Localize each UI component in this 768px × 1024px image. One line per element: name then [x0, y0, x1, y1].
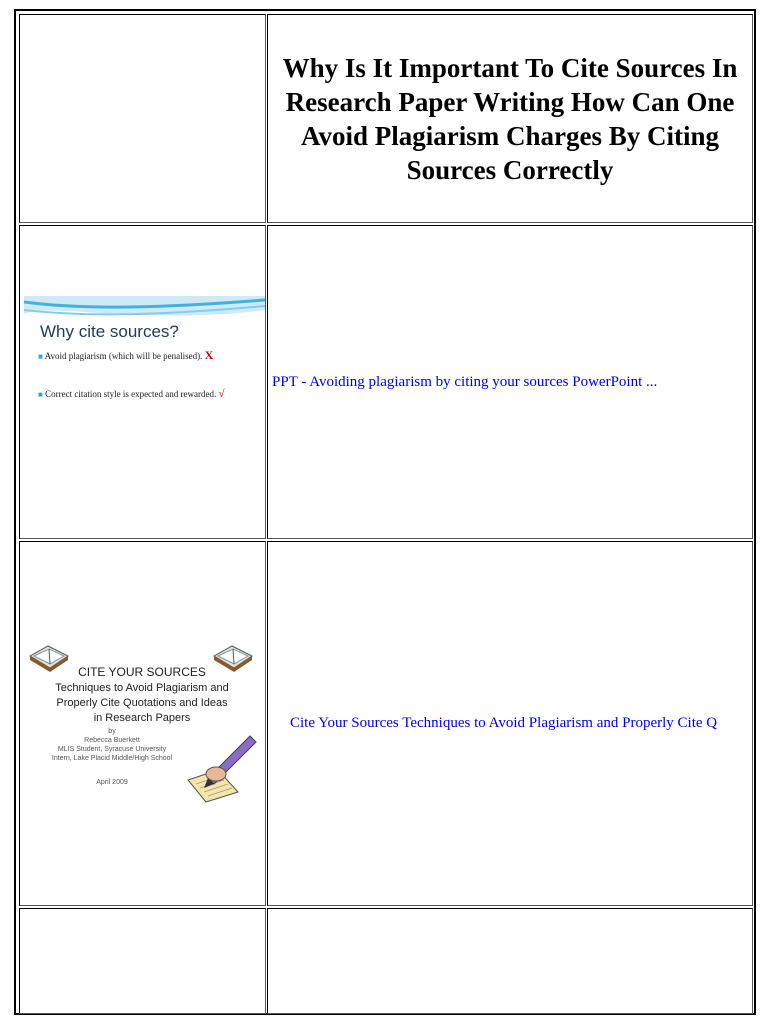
empty-cell-left	[19, 908, 266, 1014]
slide-subtitle: Techniques to Avoid Plagiarism and Properly Cite Quotations and Ideas in Research Papers	[55, 682, 229, 724]
slide-thumbnail-why-cite[interactable]	[24, 296, 265, 416]
bullet-icon: ■	[38, 390, 43, 399]
page-table	[14, 9, 756, 1015]
slide-bullet-1: ■ Avoid plagiarism (which will be penalised). X	[38, 348, 214, 362]
result-link-2[interactable]: Cite Your Sources Techniques to Avoid Plagiarism and Properly Cite Q	[290, 715, 718, 731]
slide-heading: Why cite sources?	[40, 322, 179, 341]
link-cell-1	[267, 225, 753, 539]
pen-and-paper-icon	[178, 730, 258, 805]
check-mark: √	[218, 388, 225, 400]
header-empty-cell	[19, 14, 266, 223]
title-cell	[267, 14, 753, 223]
slide-date: April 2009	[96, 779, 128, 786]
slide-thumbnail-cite-your-sources[interactable]	[26, 642, 258, 802]
page-title: Why Is It Important To Cite Sources In Research Paper Writing How Can One Avoid Plagiarism Charges By Citing Sources Correctly	[282, 52, 738, 185]
empty-cell-right	[267, 908, 753, 1014]
result-link-1[interactable]: PPT - Avoiding plagiarism by citing your sources PowerPoint ...	[272, 373, 658, 390]
bullet-icon: ■	[38, 352, 43, 361]
thumbnail-cell-2	[19, 541, 266, 906]
slide-bullet-2: ■ Correct citation style is expected and rewarded. √	[38, 388, 225, 400]
slide-title: CITE YOUR SOURCES	[78, 665, 206, 679]
cross-mark: X	[204, 348, 214, 362]
link-cell-2	[267, 541, 753, 906]
thumbnail-cell-1	[19, 225, 266, 539]
slide-author-block: by Rebecca Buerkett MLIS Student, Syracuse University Intern, Lake Placid Middle/High School	[51, 728, 173, 762]
